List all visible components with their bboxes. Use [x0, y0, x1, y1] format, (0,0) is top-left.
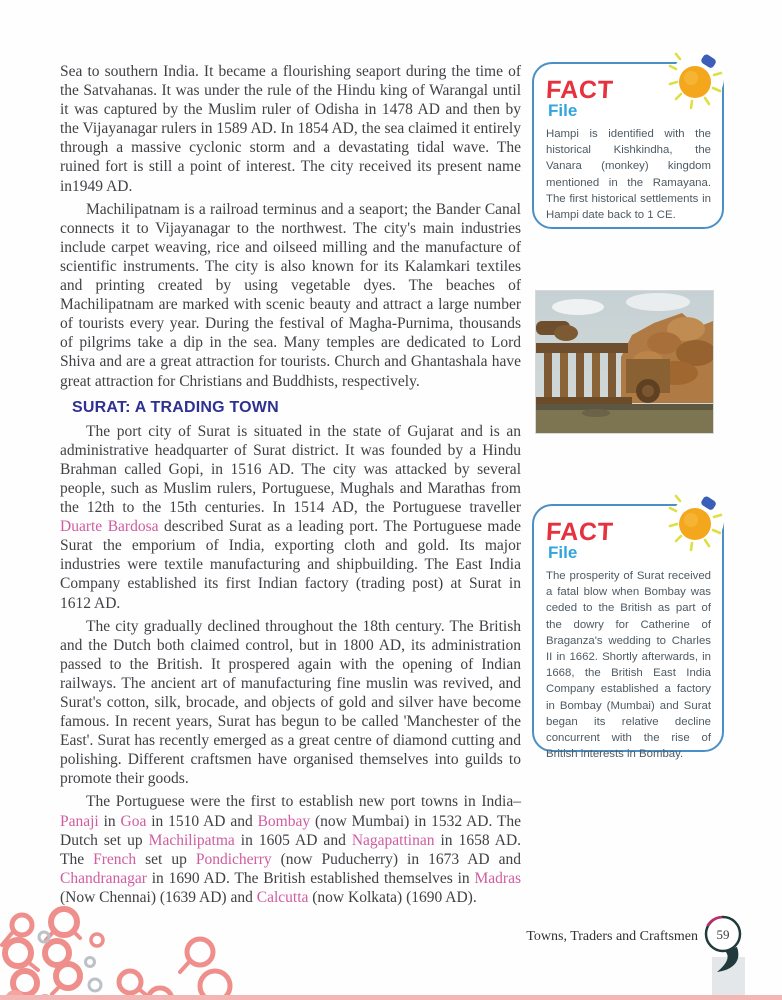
highlighted-term: Pondicherry	[195, 850, 272, 868]
text-run: Sea to southern India. It became a flourishing seaport during the time of the Satvahanas. It was under the rule of the Hindu king of Warangal until it was captured by the Muslim ruler of Odisha in 1478 AD and then by the Vijayanagar rulers in 1589 AD. In 1854 AD, the sea claimed it entirely through a massive cyclonic storm and a devastating tidal wave. The ruined fort is still a point of interest. The city received its present name in1949 AD.	[60, 63, 521, 195]
text-run: The Portuguese were the first to establish new port towns in India–	[86, 793, 521, 811]
text-run: (now Puducherry) in 1673 AD and	[271, 850, 521, 868]
text-run: in	[98, 812, 121, 830]
fact-title: FACT	[545, 518, 615, 546]
highlighted-term: French	[93, 850, 137, 868]
fact-subtitle: File	[548, 543, 578, 562]
text-run: set up	[136, 850, 196, 868]
paragraph-surat-founding	[60, 422, 521, 613]
fact-file-box-surat	[532, 504, 724, 761]
paragraph-machilipatnam-industries	[60, 200, 521, 391]
fact-text-hampi: Hampi is identified with the historical Kishkindha, the Vanara (monkey) kingdom mentioned in the Ramayana. The first historical settlements in Hampi date back to 1 CE.	[546, 128, 711, 222]
paragraph-machilipatnam-seaport	[60, 62, 521, 196]
paragraph-port-towns	[60, 792, 521, 907]
highlighted-term: Madras	[474, 869, 521, 887]
text-run: Machilipatnam is a railroad terminus and a seaport; the Bander Canal connects it to Vijayanagar to the northwest. The city's main industries include carpet weaving, rice and oilseed milling and the manufacture of scientific instruments. The city is also known for its Kalamkari textiles and printing created by using vegetable dyes. The beaches of Machilipatnam are marked with scenic beauty and attract a large number of tourists every year. During the festival of Magha-Purnima, thousands of pilgrims take a dip in the sea. Many temples are dedicated to Lord Shiva and are a great attraction for tourists. Church and Ghantashala have great attraction for Christians and Buddhists, respectively.	[60, 200, 521, 390]
text-run: in 1658 AD. The	[60, 831, 522, 868]
page-number: 59	[716, 927, 730, 942]
text-run: (now Mumbai) in 1532 AD. The Dutch set up	[60, 812, 522, 849]
main-text-column	[60, 62, 521, 911]
section-heading-surat: SURAT: A TRADING TOWN	[72, 398, 279, 416]
highlighted-term: Nagapattinan	[351, 831, 435, 849]
page-number-badge	[701, 913, 747, 975]
highlighted-term: Machilipatma	[148, 831, 235, 849]
text-run: (now Kolkata) (1690 AD).	[308, 888, 477, 906]
highlighted-term: Goa	[120, 812, 147, 830]
text-run: in 1690 AD. The British established themselves in	[146, 869, 475, 887]
text-run: (Now Chennai) (1639 AD) and	[60, 888, 257, 906]
fact-file-box-hampi	[532, 62, 724, 229]
fact-subtitle: File	[548, 101, 578, 120]
fact-title: FACT	[545, 76, 615, 104]
text-run: in 1605 AD and	[234, 831, 352, 849]
highlighted-term: Chandranagar	[60, 869, 147, 887]
bottom-pink-strip	[0, 995, 782, 1000]
highlighted-term: Panaji	[60, 812, 99, 830]
hampi-ruins-photo	[536, 291, 713, 433]
fact-text-surat: The prosperity of Surat received a fatal blow when Bombay was ceded to the British as part of the dowry for Catherine of Braganza's wedding to Charles II in 1662. Shortly afterwards, in 1668, the British East India Company established a factory in Bombay (Mumbai) and Surat began its relative decline concurrent with the rise of British interests in Bombay.	[546, 570, 711, 761]
text-run: The port city of Surat is situated in the state of Gujarat and is an administrative headquarter of Surat district. It was founded by a Hindu Brahman called Gopi, in 1516 AD. The city was attacked by several people, such as Muslim rulers, Portuguese, Mughals and Marathas from the 12th to the 15th centuries. In 1514 AD, the Portuguese traveller	[60, 422, 521, 517]
text-run: in 1510 AD and	[146, 812, 258, 830]
text-run: The city gradually declined throughout the 18th century. The British and the Dutch both claimed control, but in 1800 AD, its administration passed to the British. It prospered again with the opening of Indian railways. The ancient art of manufacturing fine muslin was revived, and Surat's cotton, silk, brocade, and objects of gold and silver have become famous. In recent years, Surat has begun to be called 'Manchester of the East'. Surat has recently emerged as a great centre of diamond cutting and polishing. Different craftsmen have organised themselves into guilds to promote their goods.	[60, 617, 521, 788]
highlighted-term: Calcutta	[256, 888, 309, 906]
paragraph-surat-decline	[60, 617, 521, 789]
highlighted-term: Duarte Bardosa	[60, 518, 159, 536]
text-run: described Surat as a leading port. The Portuguese made Surat the emporium of India, exporting cloth and gold. Its major industries were textile manufacturing and shipbuilding. The East India Company established its first Indian factory (trading post) at Surat in 1612 AD.	[60, 518, 521, 612]
highlighted-term: Bombay	[257, 812, 311, 830]
footer-chapter-title: Towns, Traders and Craftsmen	[526, 929, 698, 944]
molecule-decoration	[0, 898, 250, 1000]
